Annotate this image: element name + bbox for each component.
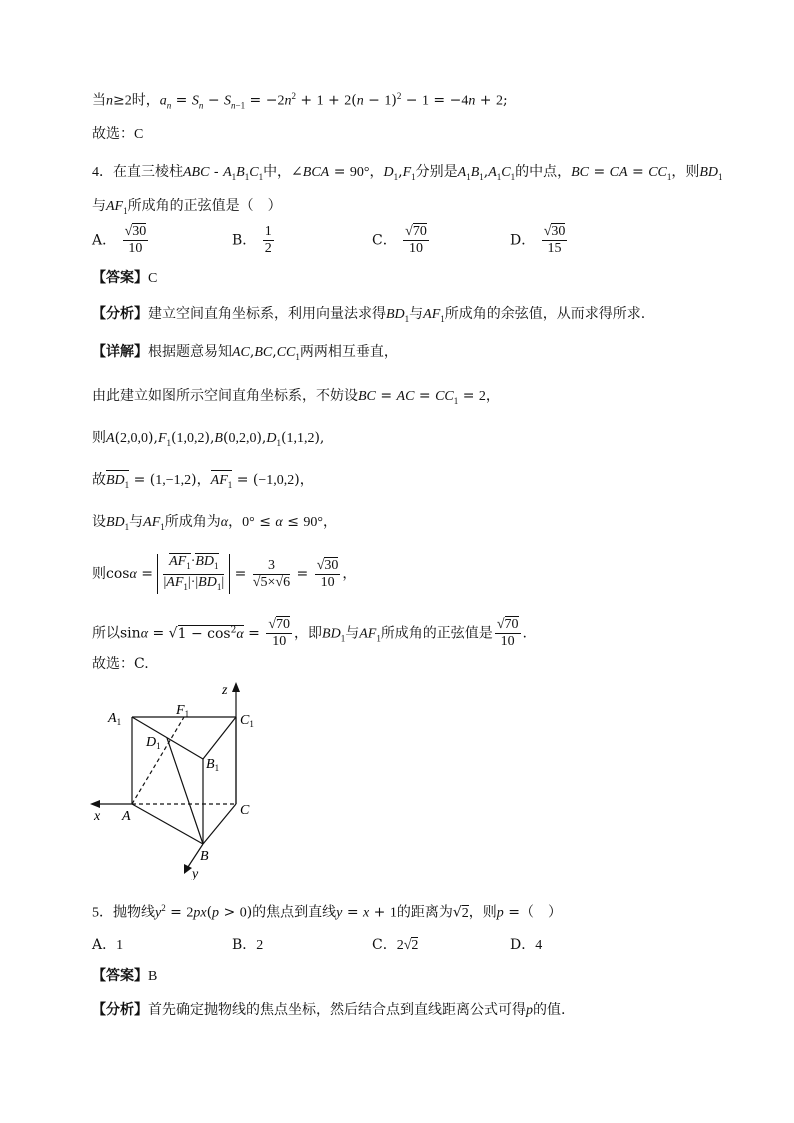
option-value: $\frac{1}{2}$ [264, 224, 272, 256]
option-value: $\frac{√30}{10}$ [124, 224, 147, 256]
label-d1: $D_1$ [146, 735, 161, 751]
label-a1: $A_1$ [108, 711, 122, 727]
option-label: B． [232, 232, 257, 249]
q5-stem: 5．抛物线$y^2 = 2px(p > 0)$的焦点到直线y = x + 1的距离为√2，则p =（ ） [92, 903, 562, 921]
z-arrow-icon [232, 682, 240, 692]
label-b1: $B_1$ [206, 757, 220, 773]
label-z: z [222, 683, 228, 698]
prism-figure [88, 680, 288, 880]
option-label: C． [372, 937, 397, 953]
option-label: A． [92, 937, 117, 953]
q4-stem-line1: 4．在直三棱柱ABC - $A_1B_1C_1$中，∠BCA = 90°，$D_1,F_1$分别是$A_1B_1,A_1C_1$的中点，BC = CA = $CC_1$，则$BD_1$ [92, 164, 723, 182]
q4-detail-line2: 由此建立如图所示空间直角坐标系，不妨设BC = AC = $CC_1 = 2$， [92, 388, 500, 406]
option-label: D． [510, 232, 536, 249]
label-c: C [240, 803, 250, 818]
q4-end: 故选：C. [92, 656, 149, 672]
q4-detail-line5: 设$BD_1$与$AF_1$所成角为α，0° ≤ α ≤ 90°， [92, 514, 337, 532]
edge-b1-c1 [203, 717, 236, 759]
q4-option-b[interactable] [232, 224, 276, 257]
q4-detail-line1: 【详解】根据题意易知$AC,BC,CC_1$两两相互垂直， [92, 344, 398, 362]
q4-option-c[interactable] [372, 224, 431, 257]
q5-option-b[interactable] [232, 934, 263, 954]
q4-detail-line3: 则$A(2,0,0),F_1(1,0,2),B(0,2,0),D_1(1,1,2)$, [92, 430, 325, 448]
option-label: D． [510, 937, 536, 953]
q4-stem-line2: 与$AF_1$所成角的正弦值是（ ） [92, 198, 282, 216]
label-b: B [200, 849, 209, 864]
option-value: 2 [256, 938, 264, 953]
q5-option-d[interactable] [510, 934, 542, 954]
x-arrow-icon [90, 800, 100, 808]
q5-answer: 【答案】B [92, 968, 158, 984]
segment-a-f1 [132, 717, 184, 804]
label-x: x [94, 809, 101, 824]
q5-option-a[interactable] [92, 934, 123, 954]
option-label: A． [92, 232, 117, 249]
q4-detail-line7: 所以$\sin\alpha = √1 - \cos^2\alpha$ = $\frac{√70}{10}$ ，即$BD_1$与$AF_1$所成角的正弦值是 $\frac{√70}{10}$ . [92, 617, 527, 650]
q4-detail-line6: 则cosα = $\frac{AF_1\cdot BD_1}{|AF_1|\cdot|BD_1|}$ = $\frac{3}{√5\times√6}$ = $\frac{√30}{10}$ ， [92, 552, 356, 596]
label-a: A [122, 809, 131, 824]
edge-b-c [203, 804, 236, 844]
q5-option-c[interactable] [372, 934, 418, 954]
option-value: $\frac{√70}{10}$ [405, 224, 427, 256]
option-label: C． [372, 232, 397, 249]
label-y: y [192, 867, 199, 880]
q4-analysis: 【分析】建立空间直角坐标系，利用向量法求得$BD_1$与$AF_1$所成角的余弦值，从而求得所求. [92, 306, 646, 324]
option-value: 1 [116, 938, 124, 953]
option-label: B． [232, 937, 257, 953]
edge-a-b [132, 804, 203, 844]
option-value: 2√2 [396, 938, 419, 953]
text-line-recurrence: 当n≥2时，$a_n = S_n - S_{n-1} = -2n^2 + 1 + 2(n - 1)^2 - 1 = -4n + 2$; [92, 91, 508, 111]
option-value: $\frac{√30}{15}$ [543, 224, 566, 256]
segment-d1-b [167, 738, 203, 844]
option-value: 4 [535, 938, 543, 953]
label-c1: $C_1$ [240, 713, 254, 729]
q4-answer: 【答案】C [92, 270, 158, 286]
q5-analysis: 【分析】首先确定抛物线的焦点坐标，然后结合点到直线距离公式可得p的值. [92, 1002, 566, 1018]
q4-detail-line4: 故$BD_1 = (1,-1,2)$，$AF_1 = (-1,0,2)$， [92, 470, 314, 495]
q4-option-d[interactable] [510, 224, 569, 257]
q4-option-a[interactable] [92, 224, 150, 257]
y-arrow-icon [184, 864, 192, 874]
label-f1: $F_1$ [176, 703, 190, 719]
text-line-choice: 故选：C [92, 126, 144, 142]
